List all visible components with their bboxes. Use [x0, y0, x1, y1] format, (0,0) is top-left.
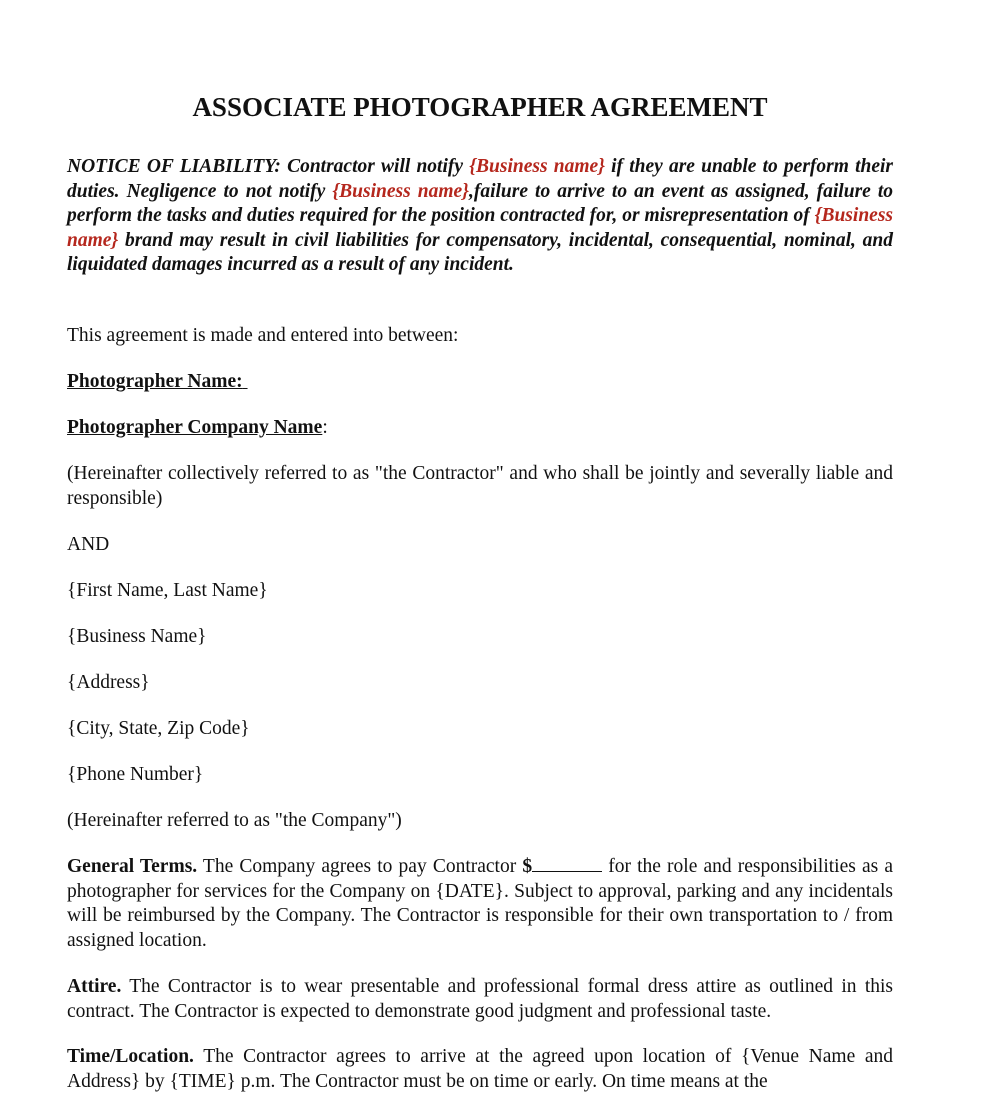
and-separator: AND — [67, 534, 110, 555]
colon: : — [322, 417, 328, 438]
document-title: ASSOCIATE PHOTOGRAPHER AGREEMENT — [192, 92, 768, 122]
general-terms-paragraph — [67, 855, 893, 953]
business-name-placeholder: {Business name} — [67, 205, 893, 251]
general-terms-heading: General Terms. — [67, 856, 198, 877]
attire-text: The Contractor is to wear presentable and professional formal dress attire as outlined in this contract. The Contractor is expected to demonstrate good judgment and professional taste. — [67, 976, 893, 1022]
notice-of-liability — [67, 155, 893, 278]
time-location-paragraph — [67, 1045, 893, 1094]
time-location-text: The Contractor agrees to arrive at the agreed upon location of {Venue Name and Address} by {TIME} p.m. The Contractor must be on time or early. On time means at the — [67, 1046, 893, 1092]
photographer-name-field — [67, 370, 893, 395]
notice-text-1: NOTICE OF LIABILITY: Contractor will notify — [67, 156, 470, 177]
attire-paragraph — [67, 975, 893, 1024]
notice-text-2: if they are unable to perform their duties. Negligence to not notify — [67, 156, 894, 202]
company-address: {Address} — [67, 672, 150, 693]
notice-text-3: ,failure to arrive to an event as assigned, failure to perform the tasks and duties required for the position contracted for, or misrepresentation of — [67, 180, 894, 227]
time-location-heading: Time/Location. — [67, 1046, 194, 1067]
business-name-placeholder: {Business name} — [332, 180, 469, 202]
attire-heading: Attire. — [67, 976, 122, 997]
company-city-state-zip: {City, State, Zip Code} — [67, 718, 250, 739]
photographer-company-label: Photographer Company Name — [67, 417, 323, 438]
dollar-sign: $ — [522, 856, 533, 877]
notice-text-4: brand may result in civil liabilities for compensatory, incidental, consequential, nominal, and liquidated damages incurred as a result of any incident. — [67, 229, 893, 276]
company-reference: (Hereinafter referred to as "the Company") — [67, 810, 402, 831]
intro-paragraph: This agreement is made and entered into between: — [67, 325, 459, 346]
general-terms-text-2: for the role and responsibilities as a photographer for services for the Company on {DATE}. Subject to approval, parking and any incidentals will be reimbursed by the Company. The Contractor is responsible for their own transportation to / from assigned location. — [67, 856, 893, 951]
company-contact-name: {First Name, Last Name} — [67, 580, 268, 601]
photographer-name-label: Photographer Name: — [67, 371, 243, 392]
payment-amount-blank — [532, 856, 602, 872]
contractor-reference: (Hereinafter collectively referred to as "the Contractor" and who shall be jointly and severally liable and responsible) — [67, 463, 893, 509]
photographer-company-field — [67, 416, 893, 441]
company-phone: {Phone Number} — [67, 764, 204, 785]
company-business-name: {Business Name} — [67, 626, 207, 647]
general-terms-text-1: The Company agrees to pay Contractor — [197, 856, 523, 877]
business-name-placeholder: {Business name} — [469, 156, 605, 177]
